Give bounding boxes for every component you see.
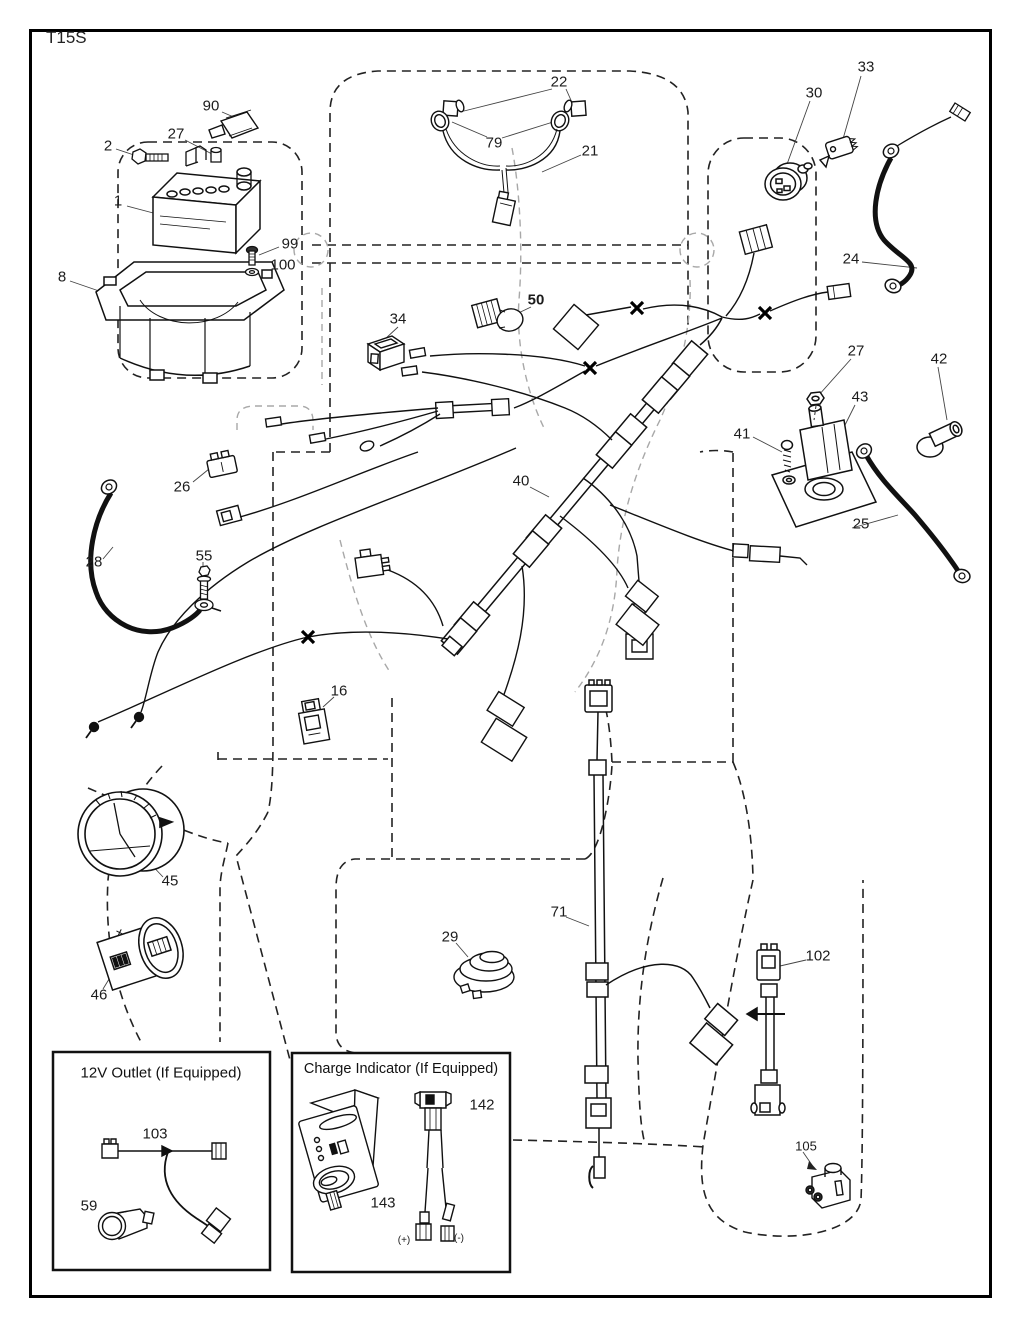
part-label-55: 55 xyxy=(195,547,213,565)
part-label-22: 22 xyxy=(550,73,568,91)
diagram-title: T15S xyxy=(46,28,87,47)
part-label-30: 30 xyxy=(805,84,823,102)
part-label-99: 99 xyxy=(281,235,299,253)
part-label-142: 142 xyxy=(469,1096,495,1114)
part-label-43: 43 xyxy=(851,388,869,406)
part-label-71: 71 xyxy=(550,903,568,921)
part-label-27-a: 27 xyxy=(167,125,185,143)
part-label-25: 25 xyxy=(852,515,870,533)
inset-12v-outlet-title: 12V Outlet (If Equipped) xyxy=(80,1064,242,1082)
part-label-8: 8 xyxy=(57,268,67,286)
part-label-46: 46 xyxy=(90,986,108,1004)
part-label-26: 26 xyxy=(173,478,191,496)
part-label-79: 79 xyxy=(485,134,503,152)
part-label-102: 102 xyxy=(805,947,831,965)
part-label-50: 50 xyxy=(527,291,545,309)
part-label-16: 16 xyxy=(330,682,348,700)
part-label-100: 100 xyxy=(270,256,296,274)
part-label-21: 21 xyxy=(581,142,599,160)
part-label-90: 90 xyxy=(202,97,220,115)
part-label-105: 105 xyxy=(795,1138,817,1154)
part-label-28: 28 xyxy=(85,553,103,571)
part-label-40: 40 xyxy=(512,472,530,490)
part-label-41: 41 xyxy=(733,425,751,443)
part-label-29: 29 xyxy=(441,928,459,946)
inset-charge-indicator-title: Charge Indicator (If Equipped) xyxy=(303,1061,499,1077)
part-label-27-b: 27 xyxy=(847,342,865,360)
part-label-42: 42 xyxy=(930,350,948,368)
part-label-103: 103 xyxy=(142,1125,168,1143)
part-label-1: 1 xyxy=(113,192,123,210)
part-label-45: 45 xyxy=(161,872,179,890)
part-label-24: 24 xyxy=(842,250,860,268)
part-label-33: 33 xyxy=(857,58,875,76)
part-label-minus-minus: (-) xyxy=(454,1233,464,1244)
part-label-59: 59 xyxy=(80,1197,98,1215)
part-label-plus-plus: (+) xyxy=(397,1235,411,1246)
part-label-143: 143 xyxy=(370,1194,396,1212)
part-label-2: 2 xyxy=(103,137,113,155)
part-label-34: 34 xyxy=(389,310,407,328)
